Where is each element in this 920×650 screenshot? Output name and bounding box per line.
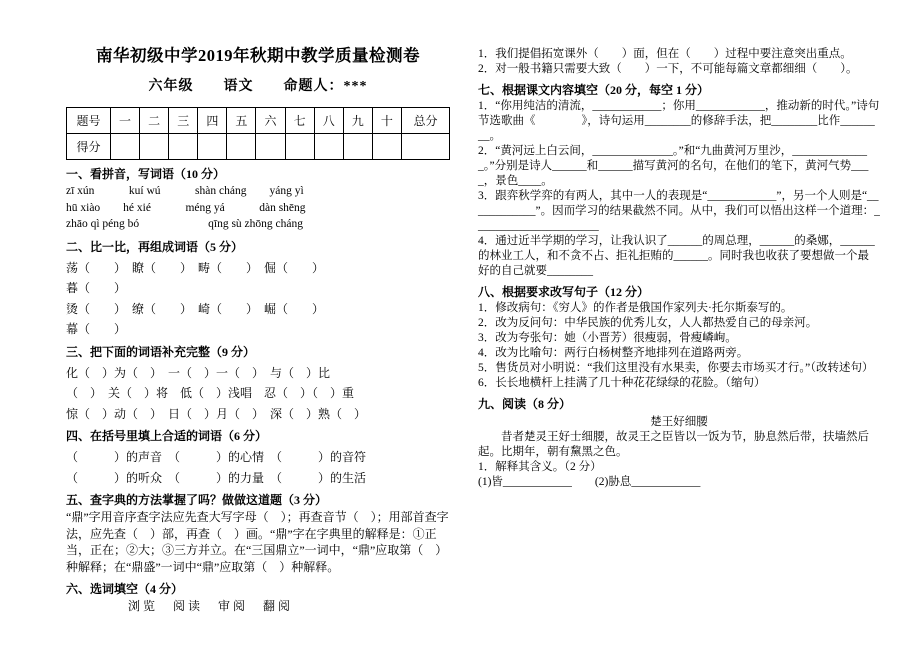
text-line: 惊（ ）动（ ） 日（ ）月（ ） 深（ ）熟（ ）: [66, 406, 367, 421]
text-line: “鼎”字用音序查字法应先查大写字母（ ）；再查音节（ ）；用部首查字法，应先查（ ）部，再查（ ）画。“鼎”字在字典里的解释是：①正当，正在；②大；③三方并立。在“三国鼎立”一词中，“鼎”应取第（ ）种解释；在“鼎盛”一词中“鼎”应取第（ ）种解释。: [66, 510, 449, 574]
score-table-header-cell: 十: [372, 108, 401, 134]
text-line: 暮（ ）: [66, 281, 127, 295]
score-table-blank-cell: [227, 134, 256, 160]
score-table-header-cell: 七: [285, 108, 314, 134]
exam-section: [66, 492, 450, 575]
text-line: hū xiào hé xié méng yá dàn shēng: [66, 201, 306, 214]
text-line: zī xún kuí wú shàn cháng yáng yì: [66, 185, 304, 197]
exam-section: [66, 344, 450, 423]
section-heading: 四、在括号里填上合适的词语（6 分）: [66, 429, 268, 443]
score-table-blank-cell: [256, 134, 285, 160]
exam-section: [478, 396, 880, 490]
score-table-blank-cell: [169, 134, 198, 160]
score-table-header-cell: 八: [314, 108, 343, 134]
text-line: 2．对一般书籍只需要大致（ ）一下，不可能每篇文章都细细（ ）。: [478, 63, 858, 75]
text-line: 荡（ ） 瞭（ ） 畴（ ） 倔（ ）: [66, 260, 325, 275]
text-line: 幕（ ）: [66, 322, 127, 336]
text-line: 2．改为反问句：中华民族的优秀儿女，人人都热爱自己的母亲河。: [478, 317, 818, 329]
section-heading: 六、选词填空（4 分）: [66, 582, 184, 596]
text-line: 5．售货员对小明说：“我们这里没有水果卖，你要去市场买才行。”（改转述句）: [478, 362, 874, 374]
section-heading: 三、把下面的词语补充完整（9 分）: [66, 344, 256, 359]
exam-section: [66, 581, 450, 615]
right-column: [478, 42, 880, 615]
text-line: 浏览 阅读 审阅 翻阅: [128, 599, 294, 613]
score-table-blank-cell: [372, 134, 401, 160]
score-table-header-cell: 四: [198, 108, 227, 134]
text-line: (1)皆____________ (2)胁息____________: [478, 476, 701, 488]
score-table-header-cell: 总分: [402, 108, 450, 134]
text-line: （ ）的声音 （ ）的心情 （ ）的音符: [66, 450, 367, 464]
score-table-header-row: [67, 108, 450, 134]
text-line: （ ）的听众 （ ）的力量 （ ）的生活: [66, 470, 367, 485]
exam-section: [478, 82, 880, 279]
text-line: 3．改为夸张句：她（小晋芳）很瘦弱，骨瘦嶙峋。: [478, 332, 737, 344]
exam-section: [478, 284, 880, 391]
text-line: zhāo qì péng bó qīng sù zhōng cháng: [66, 218, 303, 230]
score-table-header-cell: 九: [343, 108, 372, 134]
score-table-header-cell: 二: [140, 108, 169, 134]
section-heading: 二、比一比，再组成词语（5 分）: [66, 239, 244, 254]
text-line: 2．“黄河远上白云间，______________。”和“九曲黄河万里沙，______________。”分别是诗人______和______描写黄河的名句，在他们的笔下，黄河气势____，景色____。: [478, 145, 869, 187]
paper-title: 南华初级中学2019年秋期中教学质量检测卷: [96, 46, 420, 65]
exam-section: [478, 47, 880, 77]
text-line: 4．通过近半学期的学习，让我认识了______的周总理，______的桑娜，______的林业工人，和不贪不占、拒礼拒贿的______。同时我也收获了要想做一个最好的自己就要________: [478, 235, 875, 277]
left-column: [66, 42, 450, 615]
section-heading: 八、根据要求改写句子（12 分）: [478, 285, 650, 299]
right-sections-container: [478, 47, 880, 490]
paper-subtitle: 六年级 语文 命题人：***: [148, 79, 368, 94]
score-table-row-label: 得分: [67, 134, 111, 160]
score-table-blank-cell: [198, 134, 227, 160]
score-table-blank-cell: [314, 134, 343, 160]
left-sections-container: [66, 166, 450, 615]
score-table-blank-cell: [285, 134, 314, 160]
text-line: 1．我们提倡拓宽课外（ ）面，但在（ ）过程中要注意突出重点。: [478, 48, 852, 60]
text-line: 化（ ）为（ ） 一（ ）一（ ） 与（ ）比: [66, 365, 331, 380]
score-table-header-cell: 六: [256, 108, 285, 134]
score-table-header-cell: 题号: [67, 108, 111, 134]
text-line: 6．长长地横杆上挂满了几十种花花绿绿的花脸。（缩句）: [478, 377, 766, 389]
text-line: 楚王好细腰: [650, 416, 708, 428]
exam-section: [66, 166, 450, 233]
exam-section: [66, 428, 450, 486]
score-table-header-cell: 一: [111, 108, 140, 134]
text-line: （ ） 关（ ）将 低（ ）浅唱 忍（ ）（ ）重: [66, 386, 355, 400]
exam-section: [66, 239, 450, 338]
section-heading: 五、查字典的方法掌握了吗？做做这道题（3 分）: [66, 493, 328, 507]
section-heading: 七、根据课文内容填空（20 分，每空 1 分）: [478, 83, 710, 97]
score-table-header-cell: 五: [227, 108, 256, 134]
score-table-blank-cell: [343, 134, 372, 160]
score-table-blank-cell: [140, 134, 169, 160]
text-line: 烫（ ） 缭（ ） 崎（ ） 崛（ ）: [66, 301, 325, 316]
score-table-header-cell: 三: [169, 108, 198, 134]
text-line: 昔者楚灵王好士细腰，故灵王之臣皆以一饭为节，胁息然后带，扶墙然后起。比期年，朝有黧黑之色。: [478, 431, 869, 458]
section-heading: 九、阅读（8 分）: [478, 397, 572, 411]
text-line: 1．解释其含义。（2 分）: [478, 461, 602, 473]
text-line: 1．“你用纯洁的清流，____________；你用____________，推动新的时代。”诗句节选歌曲《 》，诗句运用________的修辞手法，把________比作________。: [478, 100, 880, 142]
score-table-blank-cell: [111, 134, 140, 160]
text-line: 1．修改病句：《穷人》的作者是俄国作家列夫·托尔斯泰写的。: [478, 302, 793, 314]
score-table-blank-cell: [402, 134, 450, 160]
section-heading: 一、看拼音，写词语（10 分）: [66, 167, 226, 181]
text-line: 3．跟弈秋学弈的有两人，其中一人的表现是“____________”，另一个人则是“____________”。因而学习的结果截然不同。从中，我们可以悟出这样一个道理：______________________: [478, 190, 880, 232]
text-line: 4．改为比喻句：两行白杨树整齐地排列在道路两旁。: [478, 347, 749, 359]
score-table-score-row: [67, 134, 450, 160]
score-table: [66, 107, 450, 160]
